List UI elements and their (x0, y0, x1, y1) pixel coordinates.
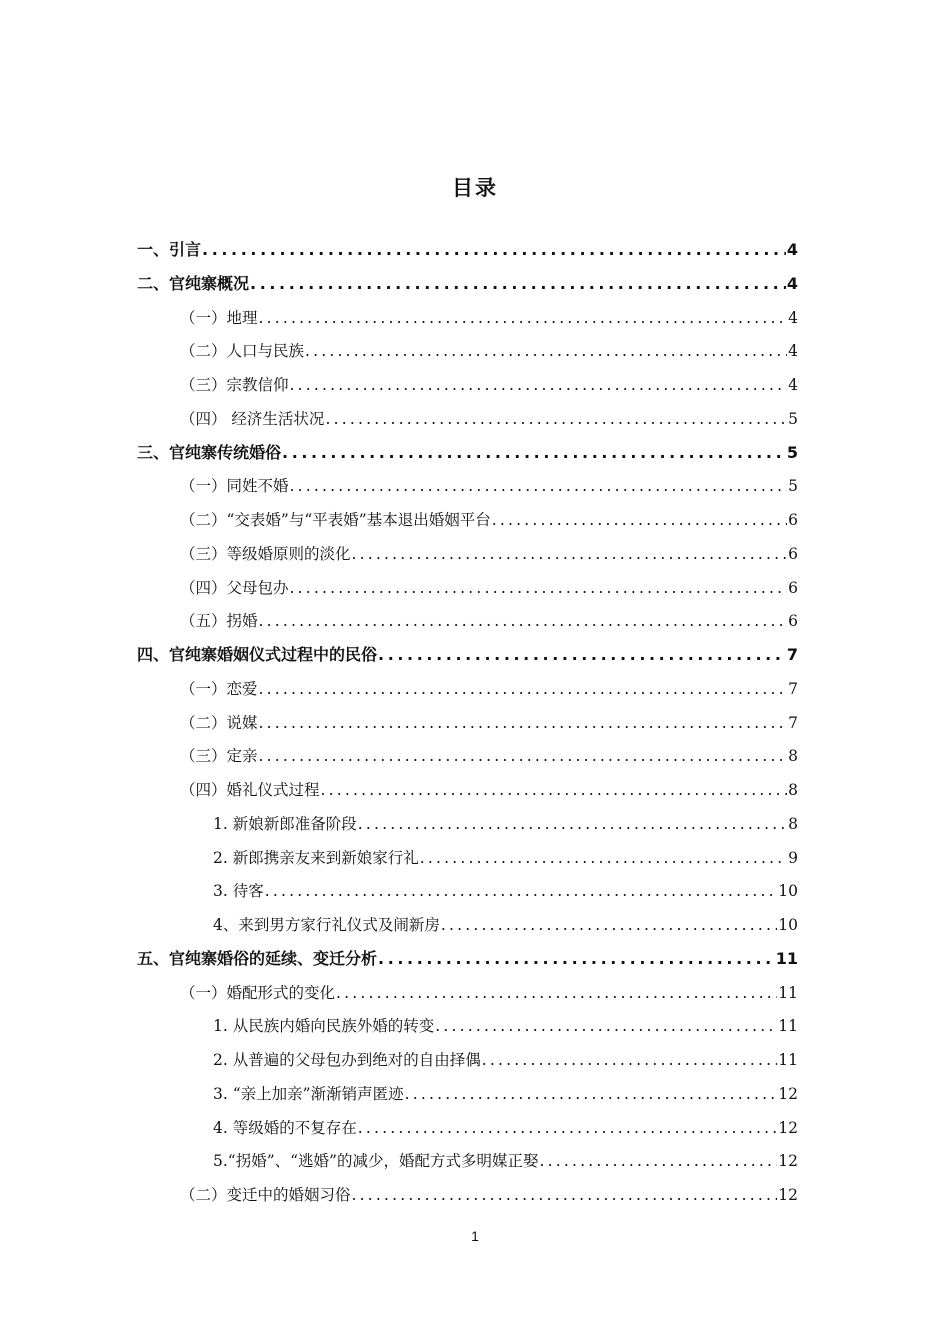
toc-leader-dots (265, 877, 778, 905)
toc-entry-label: 2. 新郎携亲友来到新娘家行礼 (213, 848, 419, 867)
toc-entry[interactable] (180, 776, 798, 804)
toc-entry-label: （一）婚配形式的变化 (180, 983, 336, 1002)
toc-entry[interactable] (213, 877, 798, 905)
toc-entry[interactable] (213, 1012, 798, 1040)
toc-entry[interactable] (213, 810, 798, 838)
toc-entry-page: 4 (788, 342, 798, 361)
toc-entry-page: 8 (788, 781, 798, 799)
toc-entry-label: （五）拐婚 (180, 612, 258, 631)
toc-entry[interactable] (137, 270, 798, 298)
toc-leader-dots (325, 405, 787, 433)
toc-entry[interactable] (137, 945, 798, 973)
toc-entry[interactable] (180, 1181, 798, 1209)
toc-leader-dots (290, 574, 788, 602)
toc-leader-dots (290, 472, 788, 500)
toc-entry-label: 3. “亲上加亲”渐渐销声匿迹 (213, 1084, 404, 1103)
toc-entry-label: 1. 新娘新郎准备阶段 (213, 814, 357, 833)
toc-leader-dots (259, 304, 788, 332)
toc-entry-page: 12 (778, 1186, 798, 1204)
toc-entry[interactable] (180, 337, 798, 365)
toc-leader-dots (482, 1046, 778, 1074)
toc-entry[interactable] (180, 675, 798, 703)
toc-entry-label: 一、引言 (137, 240, 202, 259)
toc-entry[interactable] (213, 1114, 798, 1142)
toc-entry[interactable] (180, 607, 798, 635)
toc-entry-label: （三）定亲 (180, 747, 258, 766)
toc-leader-dots (305, 337, 787, 365)
toc-entry[interactable] (180, 574, 798, 602)
toc-entry[interactable] (137, 236, 798, 264)
toc-entry-label: 2. 从普遍的父母包办到绝对的自由择偶 (213, 1051, 481, 1069)
toc-entry[interactable] (180, 506, 798, 534)
toc-entry[interactable] (213, 844, 798, 872)
toc-leader-dots (259, 742, 788, 770)
toc-entry-label: （四）婚礼仪式过程 (180, 781, 320, 799)
toc-entry-page: 5 (788, 477, 798, 496)
toc-entry[interactable] (180, 472, 798, 500)
toc-entry-page: 6 (788, 612, 798, 631)
toc-entry[interactable] (137, 641, 798, 669)
toc-leader-dots (420, 844, 787, 872)
toc-leader-dots (336, 979, 777, 1007)
toc-entry[interactable] (137, 439, 798, 467)
toc-entry[interactable] (213, 1046, 798, 1074)
toc-entry-page: 8 (788, 814, 798, 833)
toc-entry-page: 10 (778, 916, 798, 934)
toc-leader-dots (358, 810, 787, 838)
toc-entry-page: 6 (788, 578, 798, 597)
toc-entry-page: 7 (788, 713, 798, 732)
toc-leader-dots (290, 371, 788, 399)
toc-entry-label: 二、官纯寨概况 (137, 273, 250, 293)
toc-leader-dots (250, 270, 786, 298)
toc-entry[interactable] (180, 540, 798, 568)
toc-leader-dots (259, 607, 788, 635)
toc-entry[interactable] (213, 1147, 798, 1175)
toc-entry-page: 6 (788, 511, 798, 529)
toc-leader-dots (259, 709, 788, 737)
toc-leader-dots (378, 945, 775, 973)
page-title: 目录 (452, 176, 498, 200)
toc-entry-page: 10 (778, 882, 798, 901)
toc-entry-label: 5.“拐婚”、“逃婚”的减少，婚配方式多明媒正娶 (213, 1152, 539, 1171)
toc-entry[interactable] (180, 304, 798, 332)
toc-entry-label: 五、官纯寨婚俗的延续、变迁分析 (137, 948, 378, 968)
toc-entry[interactable] (180, 742, 798, 770)
toc-entry-label: （二）“交表婚”与“平表婚”基本退出婚姻平台 (180, 511, 491, 529)
toc-entry[interactable] (180, 979, 798, 1007)
toc-entry-label: （四） 经济生活状况 (180, 409, 325, 428)
toc-entry-label: （二）人口与民族 (180, 342, 305, 361)
toc-entry-page: 4 (786, 273, 798, 293)
toc-entry-label: （一）恋爱 (180, 679, 258, 698)
toc-leader-dots (378, 641, 786, 669)
toc-leader-dots (352, 1181, 778, 1209)
toc-entry[interactable] (180, 371, 798, 399)
toc-entry-label: 四、官纯寨婚姻仪式过程中的民俗 (137, 645, 378, 664)
toc-leader-dots (352, 540, 788, 568)
toc-entry-label: （一）地理 (180, 308, 258, 327)
toc-leader-dots (540, 1147, 778, 1175)
toc-entry-page: 12 (778, 1152, 798, 1171)
toc-entry-page: 5 (788, 409, 798, 428)
toc-entry[interactable] (180, 709, 798, 737)
toc-entry[interactable] (213, 911, 798, 939)
toc-leader-dots (202, 236, 786, 264)
toc-leader-dots (282, 439, 786, 467)
toc-entry-page: 8 (788, 747, 798, 766)
toc-entry[interactable] (213, 1080, 798, 1108)
toc-entry-page: 11 (775, 948, 798, 968)
toc-leader-dots (405, 1080, 778, 1108)
toc-entry-label: （四）父母包办 (180, 578, 289, 597)
toc-entry-label: 4. 等级婚的不复存在 (213, 1118, 357, 1137)
toc-entry-label: 3. 待客 (213, 882, 264, 901)
toc-entry[interactable] (180, 405, 798, 433)
toc-entry-page: 12 (778, 1118, 798, 1137)
toc-leader-dots (435, 1012, 777, 1040)
toc-entry-label: （三）等级婚原则的淡化 (180, 544, 351, 563)
page-number: 1 (471, 1228, 479, 1244)
toc-entry-page: 4 (788, 376, 798, 394)
toc-entry-page: 7 (788, 679, 798, 698)
toc-entry-label: （二）变迁中的婚姻习俗 (180, 1186, 351, 1204)
toc-entry-page: 11 (778, 1017, 798, 1036)
toc-entry-page: 4 (786, 240, 798, 259)
toc-entry-page: 9 (788, 848, 798, 867)
toc-entry-page: 7 (786, 645, 798, 664)
toc-entry-page: 11 (778, 983, 798, 1002)
toc-entry-page: 12 (778, 1084, 798, 1103)
toc-entry-label: （一）同姓不婚 (180, 477, 289, 496)
toc-entry-label: 4、来到男方家行礼仪式及闹新房 (213, 916, 440, 934)
toc-entry-label: 三、官纯寨传统婚俗 (137, 442, 282, 462)
toc-leader-dots (321, 776, 788, 804)
toc-entry-page: 5 (786, 442, 798, 462)
toc-leader-dots (358, 1114, 778, 1142)
toc-leader-dots (259, 675, 788, 703)
toc-leader-dots (492, 506, 787, 534)
toc-entry-page: 6 (788, 544, 798, 563)
toc-entry-page: 4 (788, 308, 798, 327)
toc-entry-label: （三）宗教信仰 (180, 376, 289, 394)
toc-entry-page: 11 (778, 1051, 798, 1069)
toc-entry-label: 1. 从民族内婚向民族外婚的转变 (213, 1017, 435, 1036)
toc-leader-dots (441, 911, 777, 939)
toc-entry-label: （二）说媒 (180, 713, 258, 732)
